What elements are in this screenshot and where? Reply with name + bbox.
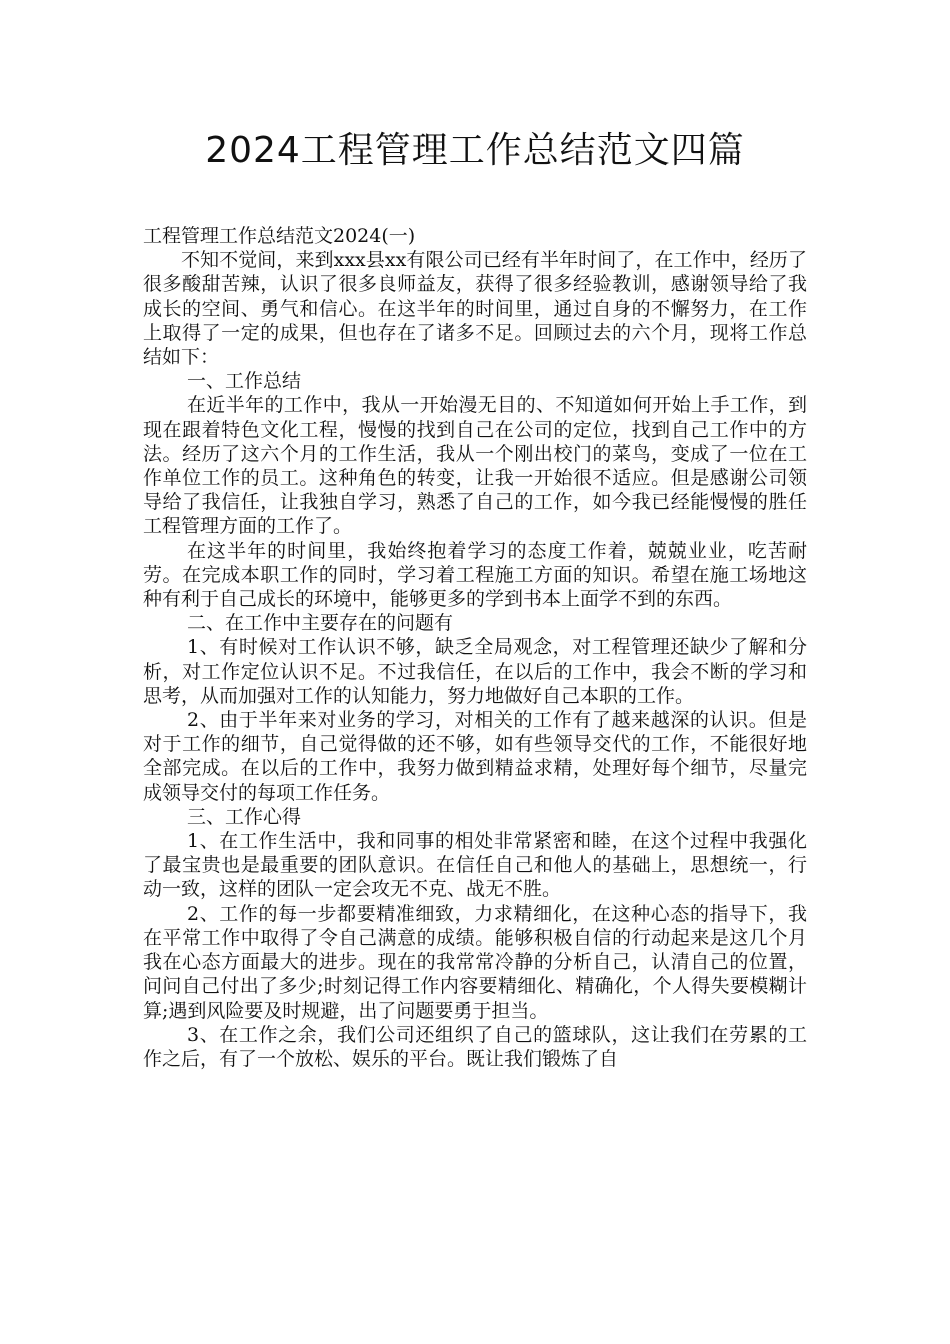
paragraph: 2、由于半年来对业务的学习，对相关的工作有了越来越深的认识。但是对于工作的细节，自己觉得做的还不够，如有些领导交代的工作，不能很好地全部完成。在以后的工作中，我努力做到精益求精，处理好每个细节，尽量完成领导交付的每项工作任务。 <box>143 709 807 804</box>
paragraph: 在这半年的时间里，我始终抱着学习的态度工作着，兢兢业业，吃苦耐劳。在完成本职工作的同时，学习着工程施工方面的知识。希望在施工场地这种有利于自己成长的环境中，能够更多的学到书本上面学不到的东西。 <box>143 539 807 611</box>
paragraph: 3、在工作之余，我们公司还组织了自己的篮球队，这让我们在劳累的工作之后，有了一个放松、娱乐的平台。既让我们锻炼了自 <box>143 1023 807 1070</box>
section-heading: 工程管理工作总结范文2024(一) <box>143 225 416 247</box>
subsection-heading: 三、工作心得 <box>187 805 302 828</box>
subsection-heading: 一、工作总结 <box>187 370 302 393</box>
document-title: 2024工程管理工作总结范文四篇 <box>205 130 745 171</box>
paragraph: 在近半年的工作中，我从一开始漫无目的、不知道如何开始上手工作，到现在跟着特色文化工程，慢慢的找到自己在公司的定位，找到自己工作中的方法。经历了这六个月的工作生活，我从一个刚出校门的菜鸟，变成了一位在工作单位工作的员工。这种角色的转变，让我一开始很不适应。但是感谢公司领导给了我信任，让我独自学习，熟悉了自己的工作，如今我已经能慢慢的胜任工程管理方面的工作了。 <box>143 394 807 538</box>
subsection-heading: 二、在工作中主要存在的问题有 <box>187 612 454 635</box>
paragraph: 1、有时候对工作认识不够，缺乏全局观念，对工程管理还缺少了解和分析，对工作定位认识不足。不过我信任，在以后的工作中，我会不断的学习和思考，从而加强对工作的认知能力，努力地做好自己本职的工作。 <box>143 636 807 707</box>
paragraph: 2、工作的每一步都要精准细致，力求精细化，在这种心态的指导下，我在平常工作中取得了令自己满意的成绩。能够积极自信的行动起来是这几个月我在心态方面最大的进步。现在的我常常冷静的分析自己，认清自己的位置，问问自己付出了多少;时刻记得工作内容要精细化、精确化，个人得失要模糊计算;遇到风险要及时规避，出了问题要勇于担当。 <box>143 902 807 1022</box>
document-body <box>143 224 807 1071</box>
paragraph: 1、在工作生活中，我和同事的相处非常紧密和睦，在这个过程中我强化了最宝贵也是最重要的团队意识。在信任自己和他人的基础上，思想统一，行动一致，这样的团队一定会攻无不克、战无不胜。 <box>143 830 807 901</box>
paragraph: 不知不觉间，来到xxx县xx有限公司已经有半年时间了，在工作中，经历了很多酸甜苦辣，认识了很多良师益友，获得了很多经验教训，感谢领导给了我成长的空间、勇气和信心。在这半年的时间里，通过自身的不懈努力，在工作上取得了一定的成果，但也存在了诸多不足。回顾过去的六个月，现将工作总结如下： <box>143 249 807 369</box>
